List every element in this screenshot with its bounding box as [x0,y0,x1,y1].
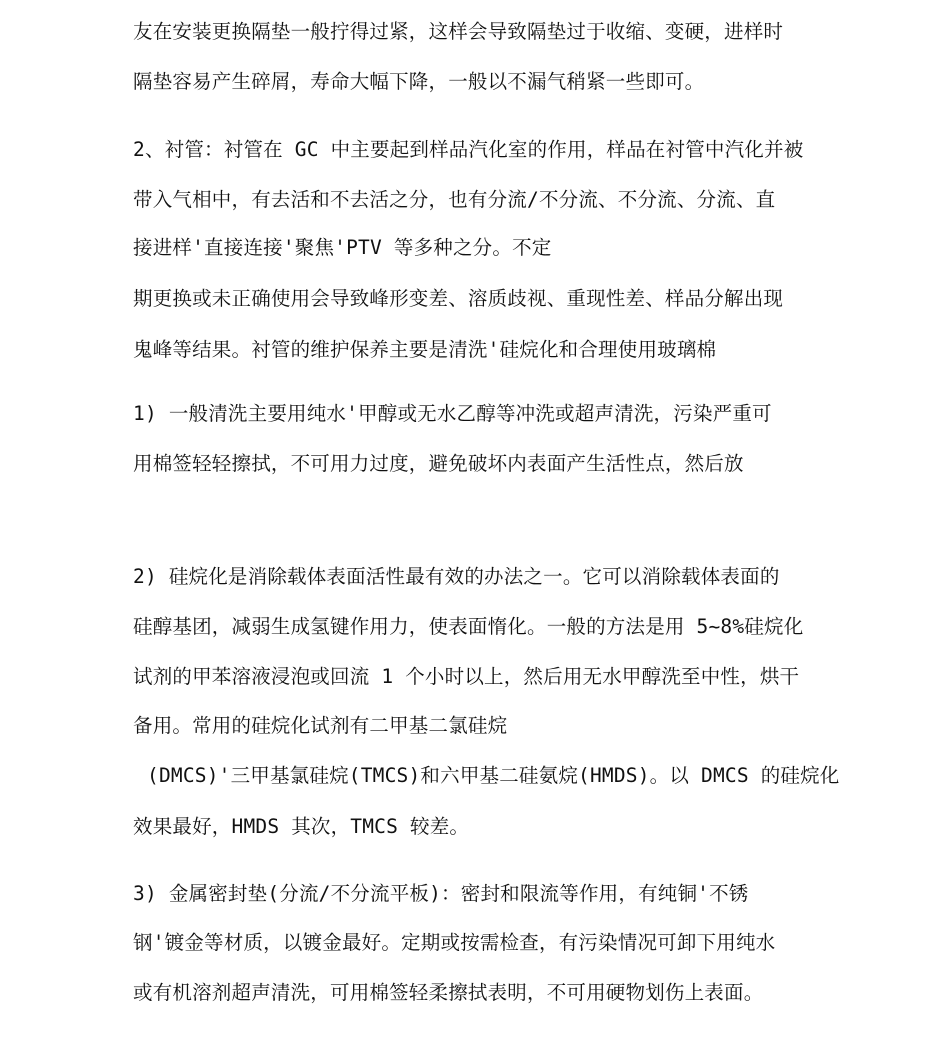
paragraph-line: 效果最好，HMDS 其次，TMCS 较差。 [133,815,470,838]
paragraph-line: 1) 一般清洗主要用纯水'甲醇或无水乙醇等冲洗或超声清洗，污染严重可 [133,402,772,425]
paragraph-line: 2、衬管：衬管在 GC 中主要起到样品汽化室的作用，样品在衬管中汽化并被 [133,138,804,161]
paragraph-line: 3) 金属密封垫(分流/不分流平板)：密封和限流等作用，有纯铜'不锈 [133,882,749,905]
paragraph-line: 硅醇基团，减弱生成氢键作用力，使表面惰化。一般的方法是用 5~8%硅烷化 [133,615,804,638]
paragraph-line: 接进样'直接连接'聚焦'PTV 等多种之分。不定 [133,236,552,259]
paragraph-line: 期更换或未正确使用会导致峰形变差、溶质歧视、重现性差、样品分解出现 [133,287,784,310]
paragraph-line: 或有机溶剂超声清洗，可用棉签轻柔擦拭表明，不可用硬物划伤上表面。 [133,981,764,1004]
paragraph-line: 鬼峰等结果。衬管的维护保养主要是清洗'硅烷化和合理使用玻璃棉 [133,338,717,361]
paragraph-line: 友在安装更换隔垫一般拧得过紧，这样会导致隔垫过于收缩、变硬，进样时 [133,20,784,43]
paragraph-line: 带入气相中，有去活和不去活之分，也有分流/不分流、不分流、分流、直 [133,188,776,211]
paragraph-line: 备用。常用的硅烷化试剂有二甲基二氯硅烷 [133,714,508,737]
paragraph-line: 钢'镀金等材质，以镀金最好。定期或按需检查，有污染情况可卸下用纯水 [133,931,776,954]
paragraph-line: 用棉签轻轻擦拭，不可用力过度，避免破坏内表面产生活性点，然后放 [133,452,744,475]
paragraph-line: 试剂的甲苯溶液浸泡或回流 1 个小时以上，然后用无水甲醇洗至中性，烘干 [133,665,800,688]
paragraph-line: 2) 硅烷化是消除载体表面活性最有效的办法之一。它可以消除载体表面的 [133,565,780,588]
paragraph-line: 隔垫容易产生碎屑，寿命大幅下降，一般以不漏气稍紧一些即可。 [133,70,705,93]
paragraph-line: (DMCS)'三甲基氯硅烷(TMCS)和六甲基二硅氨烷(HMDS)。以 DMCS 的硅烷化 [147,764,840,787]
